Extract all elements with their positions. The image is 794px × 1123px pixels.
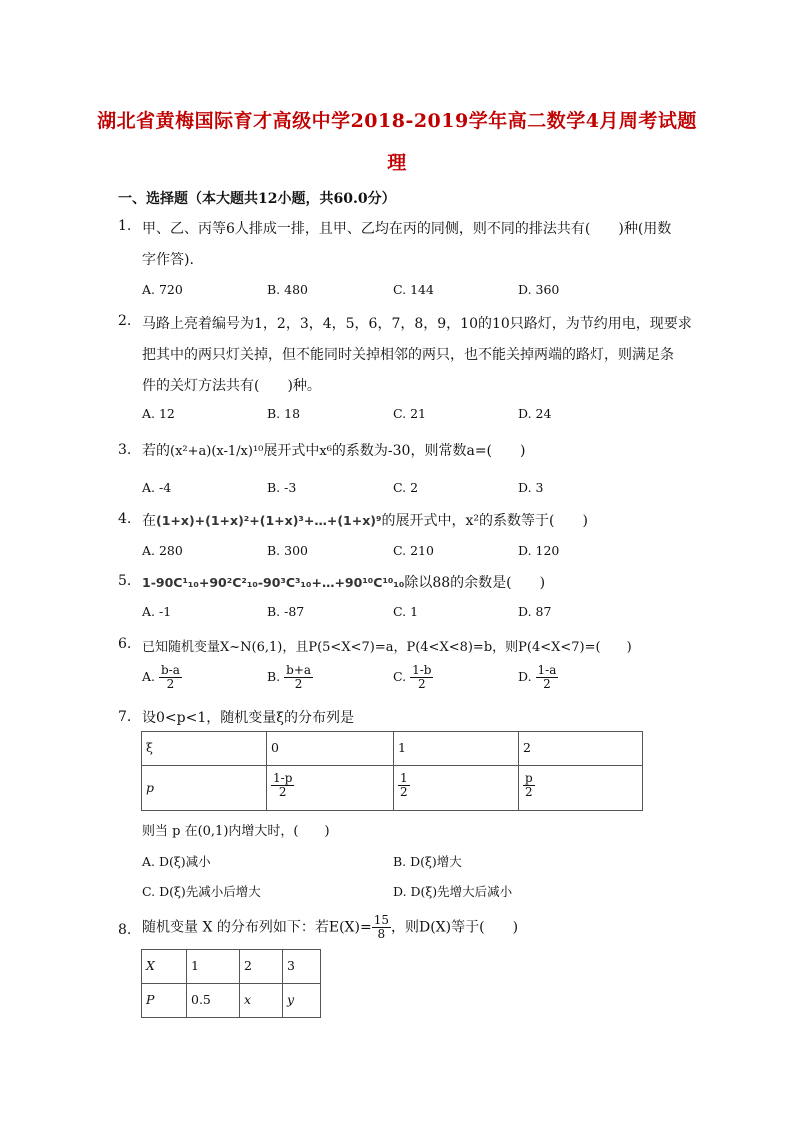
option-a: A. -4 <box>142 480 172 495</box>
option-b: B. 300 <box>267 543 308 558</box>
option-label: A. <box>142 669 156 684</box>
question-text <box>142 510 588 530</box>
table-cell <box>519 766 643 811</box>
question-text <box>142 572 545 592</box>
question-number: 3. <box>118 442 132 458</box>
question-text: 字作答). <box>142 252 194 268</box>
table-cell <box>394 766 519 811</box>
question-number: 5. <box>118 573 132 589</box>
question-number: 8. <box>118 922 132 938</box>
option-c: C. 210 <box>393 543 434 558</box>
numerator: 1 <box>400 771 408 785</box>
table-cell: 3 <box>283 950 321 984</box>
question-text <box>142 914 518 941</box>
question-number: 6. <box>118 636 132 652</box>
option-a: A. D(ξ)减小 <box>142 854 211 869</box>
numerator: 15 <box>373 913 389 927</box>
option-a: A. 720 <box>142 282 183 297</box>
option-d: D. D(ξ)先增大后减小 <box>393 884 513 899</box>
question-text: 设0<p<1，随机变量ξ的分布列是 <box>142 710 354 726</box>
table-cell: X <box>142 950 187 984</box>
numerator: p <box>525 771 533 785</box>
table-cell <box>267 766 394 811</box>
fraction <box>536 664 559 691</box>
denominator: 2 <box>417 677 426 691</box>
fraction <box>271 772 294 799</box>
fraction <box>523 772 535 799</box>
option-c: C. 1 <box>393 604 419 619</box>
table-cell: 0.5 <box>187 984 240 1018</box>
option-label: D. <box>518 669 532 684</box>
question-text: 马路上亮着编号为1，2，3，4，5，6，7，8，9，10的10只路灯，为节约用电，现要求 <box>142 316 692 332</box>
distribution-table <box>141 731 643 811</box>
option-b: B. D(ξ)增大 <box>393 854 462 869</box>
option-a: A. -1 <box>142 604 172 619</box>
option-a: A. 12 <box>142 406 175 421</box>
fraction <box>372 914 391 941</box>
numerator: b-a <box>161 663 180 677</box>
option-d: D. 24 <box>518 406 552 421</box>
fraction <box>410 664 433 691</box>
fraction <box>284 664 313 691</box>
page-title-continued: 理 <box>387 152 407 174</box>
option-d <box>518 664 558 691</box>
question-text-post: 的展开式中，x²的系数等于( ) <box>381 513 588 529</box>
denominator: 2 <box>543 677 551 691</box>
option-c: C. 21 <box>393 406 426 421</box>
table-cell: P <box>142 984 187 1018</box>
fraction <box>159 664 182 691</box>
section-heading: 一、选择题（本大题共12小题，共60.0分） <box>118 191 396 207</box>
math-expression: (1+x)+(1+x)²+(1+x)³+…+(1+x)⁹ <box>156 513 382 528</box>
math-term: x⁶ <box>319 444 332 459</box>
math-expression: 1-90C¹₁₀+90²C²₁₀-90³C³₁₀+…+90¹⁰C¹⁰₁₀ <box>142 575 405 590</box>
table-cell: 2 <box>519 732 643 766</box>
question-text-post: 除以88的余数是( ) <box>404 575 546 591</box>
option-c: C. D(ξ)先减小后增大 <box>142 884 261 899</box>
option-d: D. 3 <box>518 480 544 495</box>
option-d: D. 360 <box>518 282 560 297</box>
denominator: 2 <box>400 785 408 799</box>
question-text-pre: 在 <box>142 513 156 529</box>
question-text <box>142 440 525 460</box>
option-label: C. <box>393 669 407 684</box>
table-cell: 0 <box>267 732 394 766</box>
option-b: B. -3 <box>267 480 297 495</box>
question-text-post: 的系数为-30，则常数a=( ) <box>331 443 526 459</box>
numerator: 1-b <box>412 663 432 677</box>
table-cell: p <box>142 766 267 811</box>
question-text: 件的关灯方法共有( )种。 <box>142 378 321 394</box>
denominator: 2 <box>278 785 287 799</box>
question-text-pre: 若的 <box>142 443 170 459</box>
distribution-table <box>141 949 321 1018</box>
question-text-pre: 随机变量 X 的分布列如下：若E(X)= <box>142 919 372 936</box>
denominator: 8 <box>377 927 386 941</box>
table-cell: 1 <box>394 732 519 766</box>
numerator: 1-a <box>537 663 557 677</box>
option-a: A. 280 <box>142 543 183 558</box>
option-c <box>393 664 433 691</box>
option-d: D. 87 <box>518 604 552 619</box>
option-d: D. 120 <box>518 543 560 558</box>
question-text: 甲、乙、丙等6人排成一排，且甲、乙均在丙的同侧，则不同的排法共有( )种(用数 <box>142 221 672 237</box>
option-c: C. 144 <box>393 282 434 297</box>
table-cell: x <box>240 984 283 1018</box>
question-number: 1. <box>118 218 132 234</box>
table-cell: 1 <box>187 950 240 984</box>
table-cell: y <box>283 984 321 1018</box>
denominator: 2 <box>294 677 303 691</box>
math-expression: (x²+a)(x-1/x)¹⁰ <box>170 444 264 459</box>
page-title: 湖北省黄梅国际育才高级中学2018-2019学年高二数学4月周考试题 <box>97 110 697 132</box>
table-cell: 2 <box>240 950 283 984</box>
question-text: 已知随机变量X~N(6,1)，且P(5<X<7)=a，P(4<X<8)=b，则P(4<X<7)=( ) <box>142 640 632 655</box>
question-text-post: ，则D(X)等于( ) <box>391 919 519 936</box>
option-b: B. 18 <box>267 406 301 421</box>
denominator: 2 <box>525 785 533 799</box>
option-b: B. -87 <box>267 604 305 619</box>
numerator: b+a <box>286 663 312 677</box>
option-label: B. <box>267 669 281 684</box>
option-b <box>267 664 313 691</box>
option-b: B. 480 <box>267 282 308 297</box>
question-number: 4. <box>118 511 132 527</box>
question-text: 把其中的两只灯关掉，但不能同时关掉相邻的两只，也不能关掉两端的路灯，则满足条 <box>142 347 674 363</box>
fraction <box>398 772 410 799</box>
denominator: 2 <box>166 677 175 691</box>
table-cell: ξ <box>142 732 267 766</box>
question-text: 则当 p 在(0,1)内增大时，( ) <box>142 824 330 839</box>
numerator: 1-p <box>273 771 293 785</box>
option-c: C. 2 <box>393 480 419 495</box>
question-number: 2. <box>118 313 132 329</box>
question-number: 7. <box>118 709 132 725</box>
option-a <box>142 664 182 691</box>
question-text-mid: 展开式中 <box>263 443 320 459</box>
